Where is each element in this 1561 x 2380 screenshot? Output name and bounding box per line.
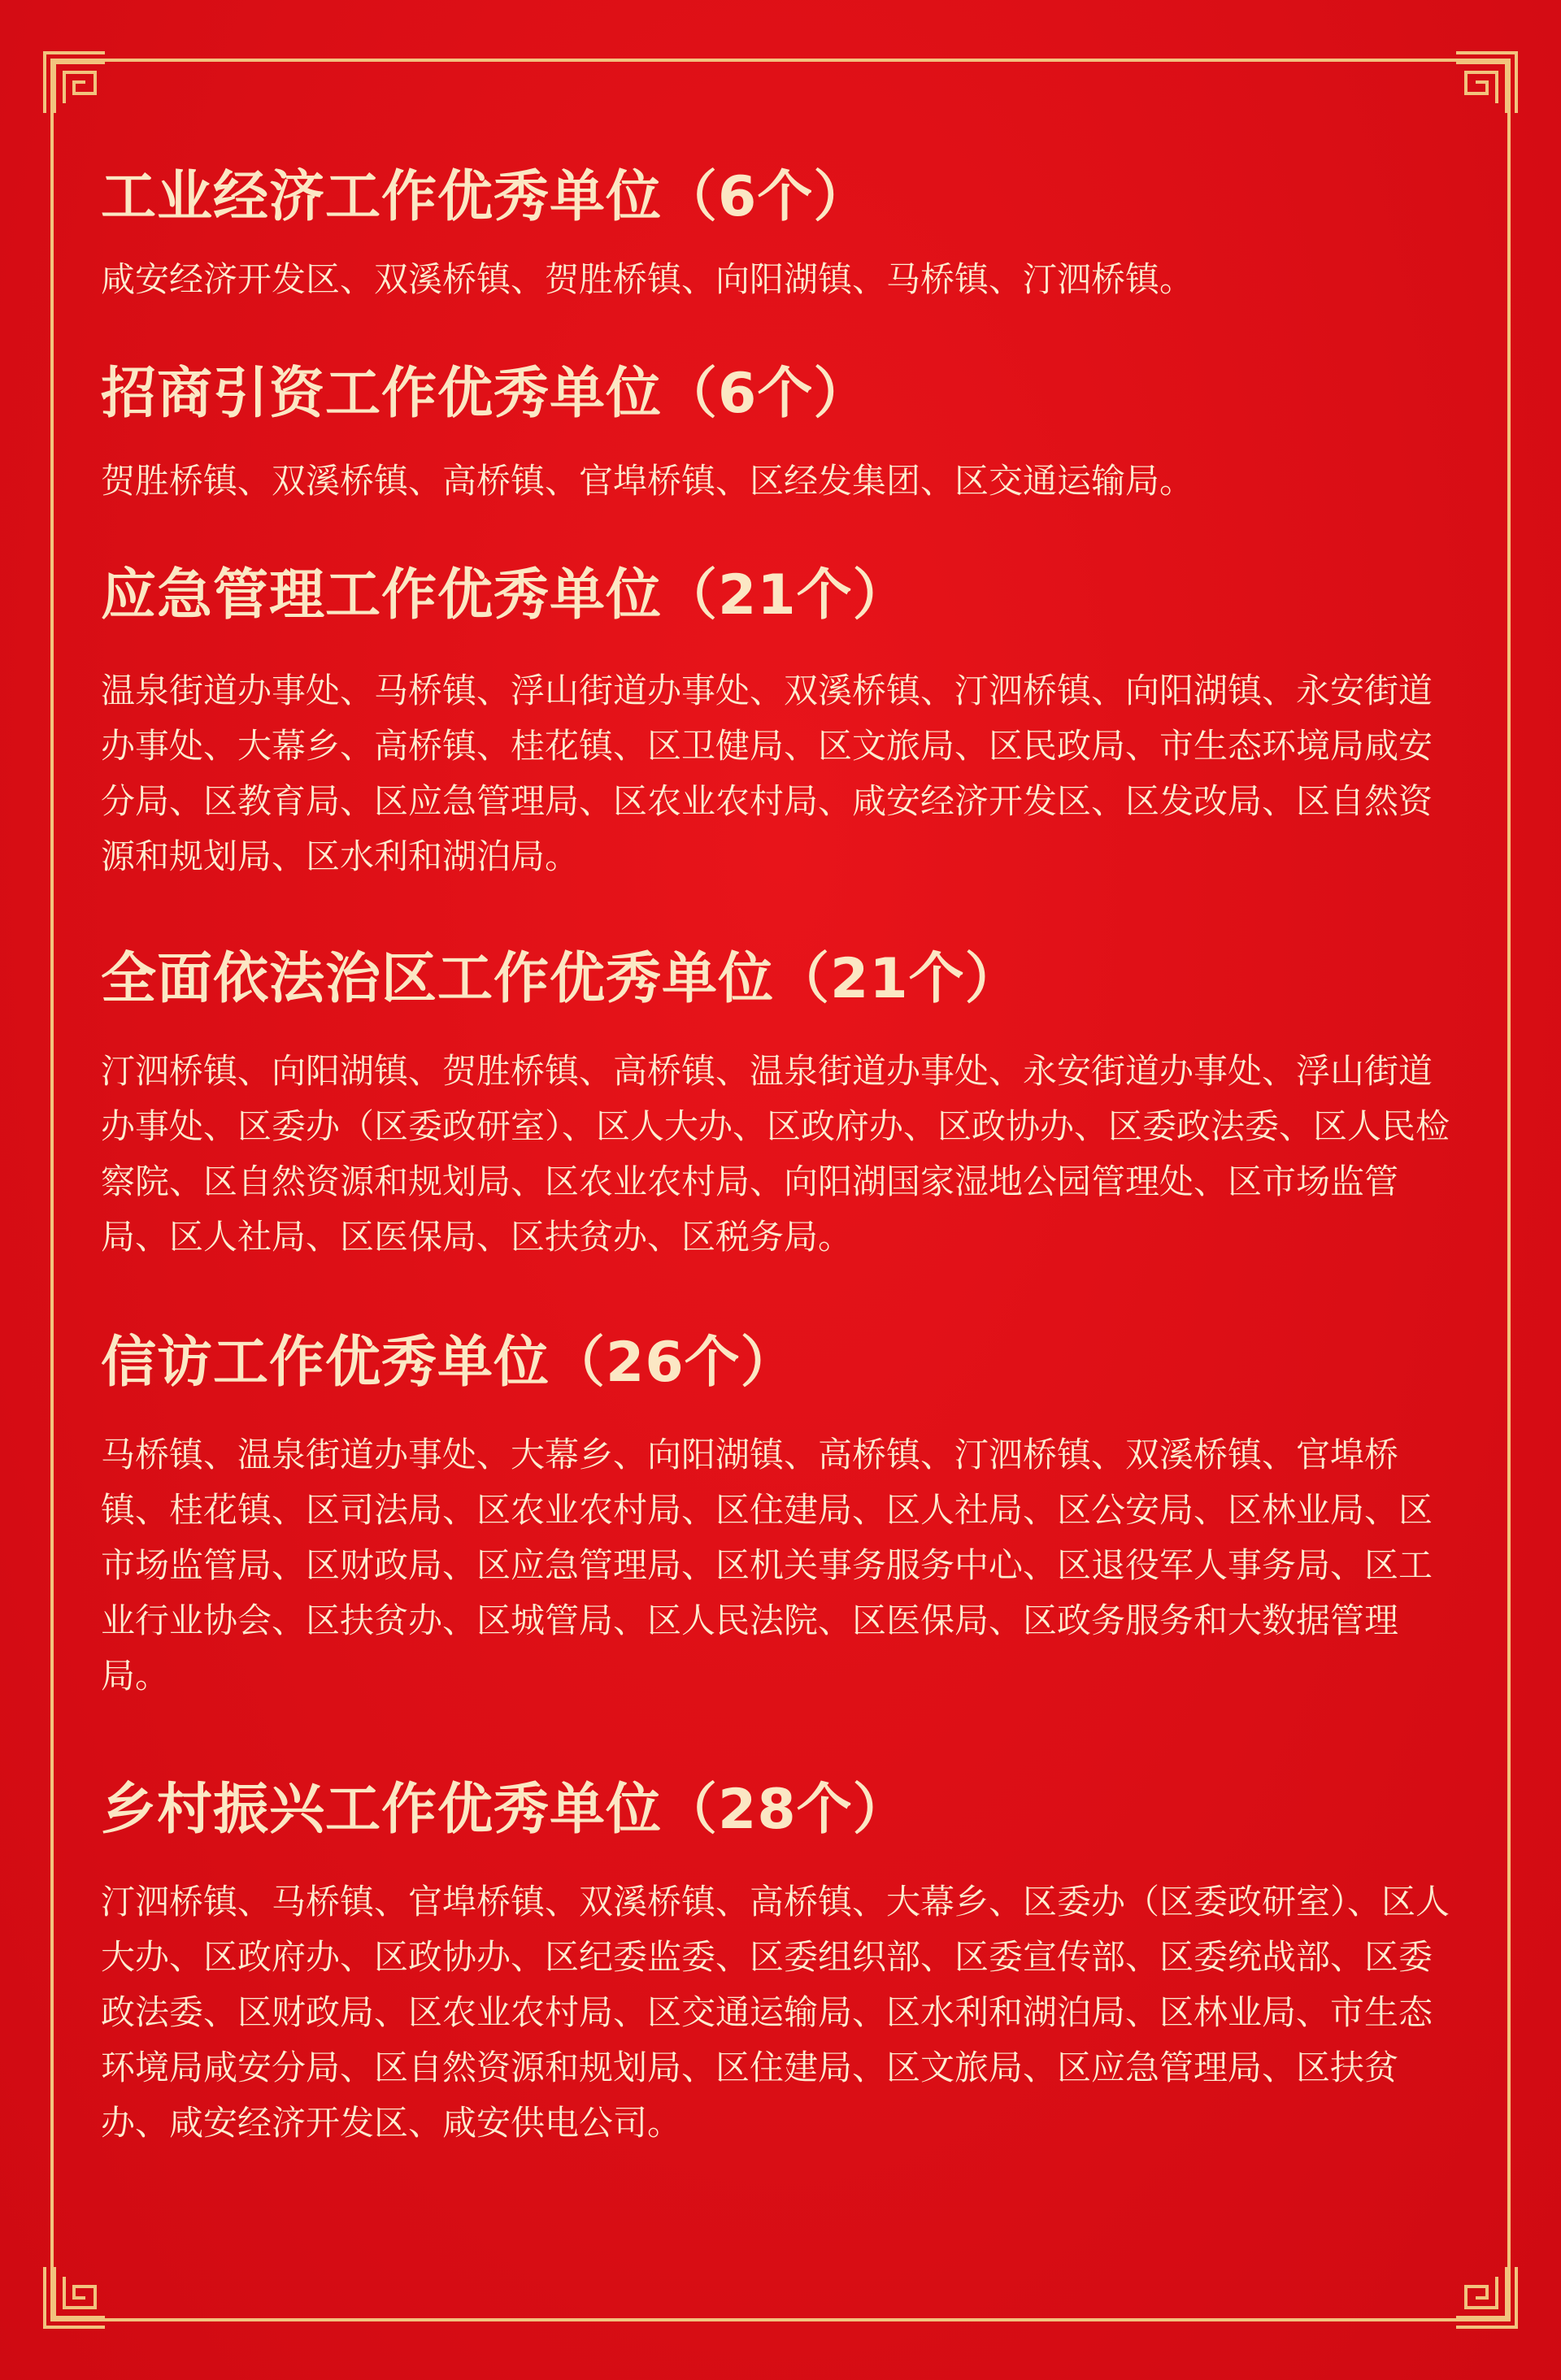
section-body: 汀泗桥镇、向阳湖镇、贺胜桥镇、高桥镇、温泉街道办事处、永安街道办事处、浮山街道办事处、区委办（区委政研室）、区人大办、区政府办、区政协办、区委政法委、区人民检察院、区自然资源和规划局、区农业农村局、向阳湖国家湿地公园管理处、区市场监管局、区人社局、区医保局、区扶贫办、区税务局。 [101,1051,1450,1257]
section-title: 招商引资工作优秀单位（6个） [101,362,870,426]
section-body: 咸安经济开发区、双溪桥镇、贺胜桥镇、向阳湖镇、马桥镇、汀泗桥镇。 [101,259,1194,299]
section-investment-attraction [101,359,1463,509]
section-emergency-management [101,561,1463,884]
section-title: 全面依法治区工作优秀单位（21个） [101,947,1021,1011]
section-title: 应急管理工作优秀单位（21个） [101,563,909,628]
section-title: 乡村振兴工作优秀单位（28个） [101,1778,909,1842]
section-industrial-economy [101,163,1463,307]
corner-ornament-icon [1454,2265,1519,2330]
award-list [101,163,1463,2151]
section-body: 温泉街道办事处、马桥镇、浮山街道办事处、双溪桥镇、汀泗桥镇、向阳湖镇、永安街道办事处、大幕乡、高桥镇、桂花镇、区卫健局、区文旅局、区民政局、市生态环境局咸安分局、区教育局、区应急管理局、区农业农村局、咸安经济开发区、区发改局、区自然资源和规划局、区水利和湖泊局。 [101,671,1433,876]
corner-ornament-icon [1454,50,1519,115]
section-petitions [101,1328,1463,1704]
section-rural-revitalization [101,1775,1463,2151]
section-body: 贺胜桥镇、双溪桥镇、高桥镇、官埠桥镇、区经发集团、区交通运输局。 [101,461,1194,501]
section-body: 马桥镇、温泉街道办事处、大幕乡、向阳湖镇、高桥镇、汀泗桥镇、双溪桥镇、官埠桥镇、桂花镇、区司法局、区农业农村局、区住建局、区人社局、区公安局、区林业局、区市场监管局、区财政局、区应急管理局、区机关事务服务中心、区退役军人事务局、区工业行业协会、区扶贫办、区城管局、区人民法院、区医保局、区政务服务和大数据管理局。 [101,1435,1433,1696]
section-title: 信访工作优秀单位（26个） [101,1331,797,1395]
corner-ornament-icon [42,2265,107,2330]
section-body: 汀泗桥镇、马桥镇、官埠桥镇、双溪桥镇、高桥镇、大幕乡、区委办（区委政研室）、区人大办、区政府办、区政协办、区纪委监委、区委组织部、区委宣传部、区委统战部、区委政法委、区财政局、区农业农村局、区交通运输局、区水利和湖泊局、区林业局、市生态环境局咸安分局、区自然资源和规划局、区住建局、区文旅局、区应急管理局、区扶贫办、咸安经济开发区、咸安供电公司。 [101,1882,1450,2143]
corner-ornament-icon [42,50,107,115]
section-rule-of-law [101,945,1463,1265]
section-title: 工业经济工作优秀单位（6个） [101,165,870,229]
